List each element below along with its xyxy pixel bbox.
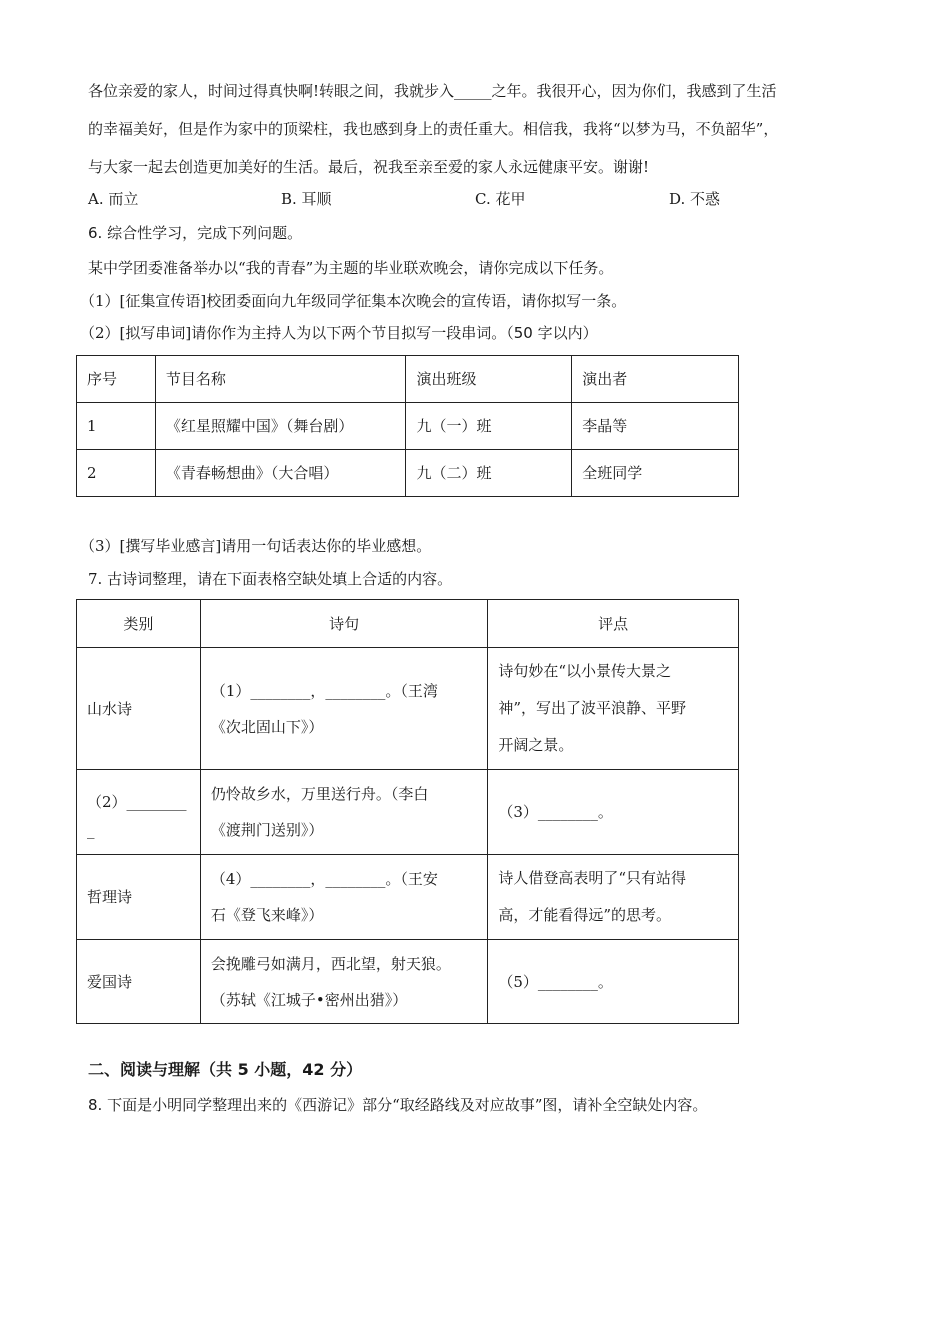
program-table xyxy=(76,355,739,497)
header-cell: 类别 xyxy=(77,600,201,648)
header-cell: 评点 xyxy=(488,600,739,648)
option-a: A. 而立 xyxy=(88,190,139,208)
table-cell: 九（二）班 xyxy=(406,450,572,497)
table-row xyxy=(77,648,739,770)
verse-cell xyxy=(200,855,488,940)
comment-line: 高，才能看得远”的思考。 xyxy=(498,906,672,924)
verse-line: 《渡荆门送别》） xyxy=(210,821,324,839)
verse-line: 仍怜故乡水，万里送行舟。（李白 xyxy=(210,785,429,803)
category-line: _ xyxy=(87,821,95,839)
task-2-prefix: （2）[拟写串词]请你作为主持人为以下两个节目拟写一段串词。（ xyxy=(80,324,514,342)
table-row xyxy=(77,403,739,450)
question-8 xyxy=(88,1095,707,1115)
question-6-title xyxy=(88,223,302,243)
task-1: （1）[征集宣传语]校团委面向九年级同学征集本次晚会的宣传语，请你拟写一条。 xyxy=(80,292,627,310)
intro-line-2: 的幸福美好，但是作为家中的顶梁柱，我也感到身上的责任重大。相信我，我将“以梦为马，不负韶华”， xyxy=(88,120,779,138)
intro-line-3: 与大家一起去创造更加美好的生活。最后，祝我至亲至爱的家人永远健康平安。谢谢! xyxy=(88,158,650,176)
task-2-suffix: 字以内） xyxy=(532,324,598,342)
comment-cell: （3）________。 xyxy=(488,770,739,855)
task-2 xyxy=(80,323,598,343)
table-row xyxy=(77,855,739,940)
verse-cell xyxy=(200,648,488,770)
comment-line: 开阔之景。 xyxy=(498,736,574,754)
verse-cell xyxy=(200,770,488,855)
table-row xyxy=(77,770,739,855)
category-cell: 哲理诗 xyxy=(77,855,201,940)
question-number: 6. xyxy=(88,224,103,242)
table-row xyxy=(77,940,739,1024)
table-cell: 2 xyxy=(77,450,156,497)
comment-line: 诗句妙在“以小景传大景之 xyxy=(498,662,672,680)
table-header-row xyxy=(77,356,739,403)
verse-line: （1）________，________。（王湾 xyxy=(210,681,438,700)
header-cell: 节目名称 xyxy=(155,356,406,403)
header-cell: 诗句 xyxy=(200,600,488,648)
verse-line: （苏轼《江城子•密州出猎》） xyxy=(210,990,408,1009)
comment-line: 诗人借登高表明了“只有站得 xyxy=(498,869,687,887)
category-line: （2）________ xyxy=(87,793,187,811)
header-cell: 演出班级 xyxy=(406,356,572,403)
intro-line-1: 各位亲爱的家人，时间过得真快啊!转眼之间，我就步入_____之年。我很开心，因为你们，我感到了生活 xyxy=(88,82,777,100)
table-cell: 《红星照耀中国》（舞台剧） xyxy=(155,403,406,450)
section-2-title: 二、阅读与理解（共 5 小题，42 分） xyxy=(88,1060,363,1079)
table-cell: 全班同学 xyxy=(572,450,739,497)
comment-cell xyxy=(488,855,739,940)
verse-line: 会挽雕弓如满月，西北望，射天狼。 xyxy=(210,954,451,973)
task-2-number: 50 xyxy=(513,324,533,342)
table-cell: 《青春畅想曲》（大合唱） xyxy=(155,450,406,497)
option-b: B. 耳顺 xyxy=(281,190,332,208)
category-cell: 山水诗 xyxy=(77,648,201,770)
verse-line: 《次北固山下》） xyxy=(210,717,324,736)
verse-line: （4）________，________。（王安 xyxy=(210,870,438,888)
header-cell: 序号 xyxy=(77,356,156,403)
table-header-row xyxy=(77,600,739,648)
poetry-table xyxy=(76,599,739,1024)
table-cell: 1 xyxy=(77,403,156,450)
task-3: （3）[撰写毕业感言]请用一句话表达你的毕业感想。 xyxy=(80,537,432,555)
question-number: 8. xyxy=(88,1096,103,1114)
comment-cell: （5）________。 xyxy=(488,940,739,1024)
verse-line: 石《登飞来峰》） xyxy=(210,906,324,924)
table-cell: 九（一）班 xyxy=(406,403,572,450)
header-cell: 演出者 xyxy=(572,356,739,403)
verse-cell xyxy=(200,940,488,1024)
category-cell: 爱国诗 xyxy=(77,940,201,1024)
question-7-title: 7. 古诗词整理，请在下面表格空缺处填上合适的内容。 xyxy=(88,570,453,588)
question-text: 下面是小明同学整理出来的《西游记》部分“取经路线及对应故事”图，请补全空缺处内容。 xyxy=(102,1096,708,1114)
question-6-context: 某中学团委准备举办以“我的青春”为主题的毕业联欢晚会，请你完成以下任务。 xyxy=(88,259,614,277)
category-cell xyxy=(77,770,201,855)
table-cell: 李晶等 xyxy=(572,403,739,450)
comment-line: 神”，写出了波平浪静、平野 xyxy=(498,699,687,717)
question-text: 综合性学习，完成下列问题。 xyxy=(102,224,303,242)
table-row xyxy=(77,450,739,497)
option-c: C. 花甲 xyxy=(475,190,526,208)
option-d: D. 不惑 xyxy=(669,190,721,208)
comment-cell xyxy=(488,648,739,770)
